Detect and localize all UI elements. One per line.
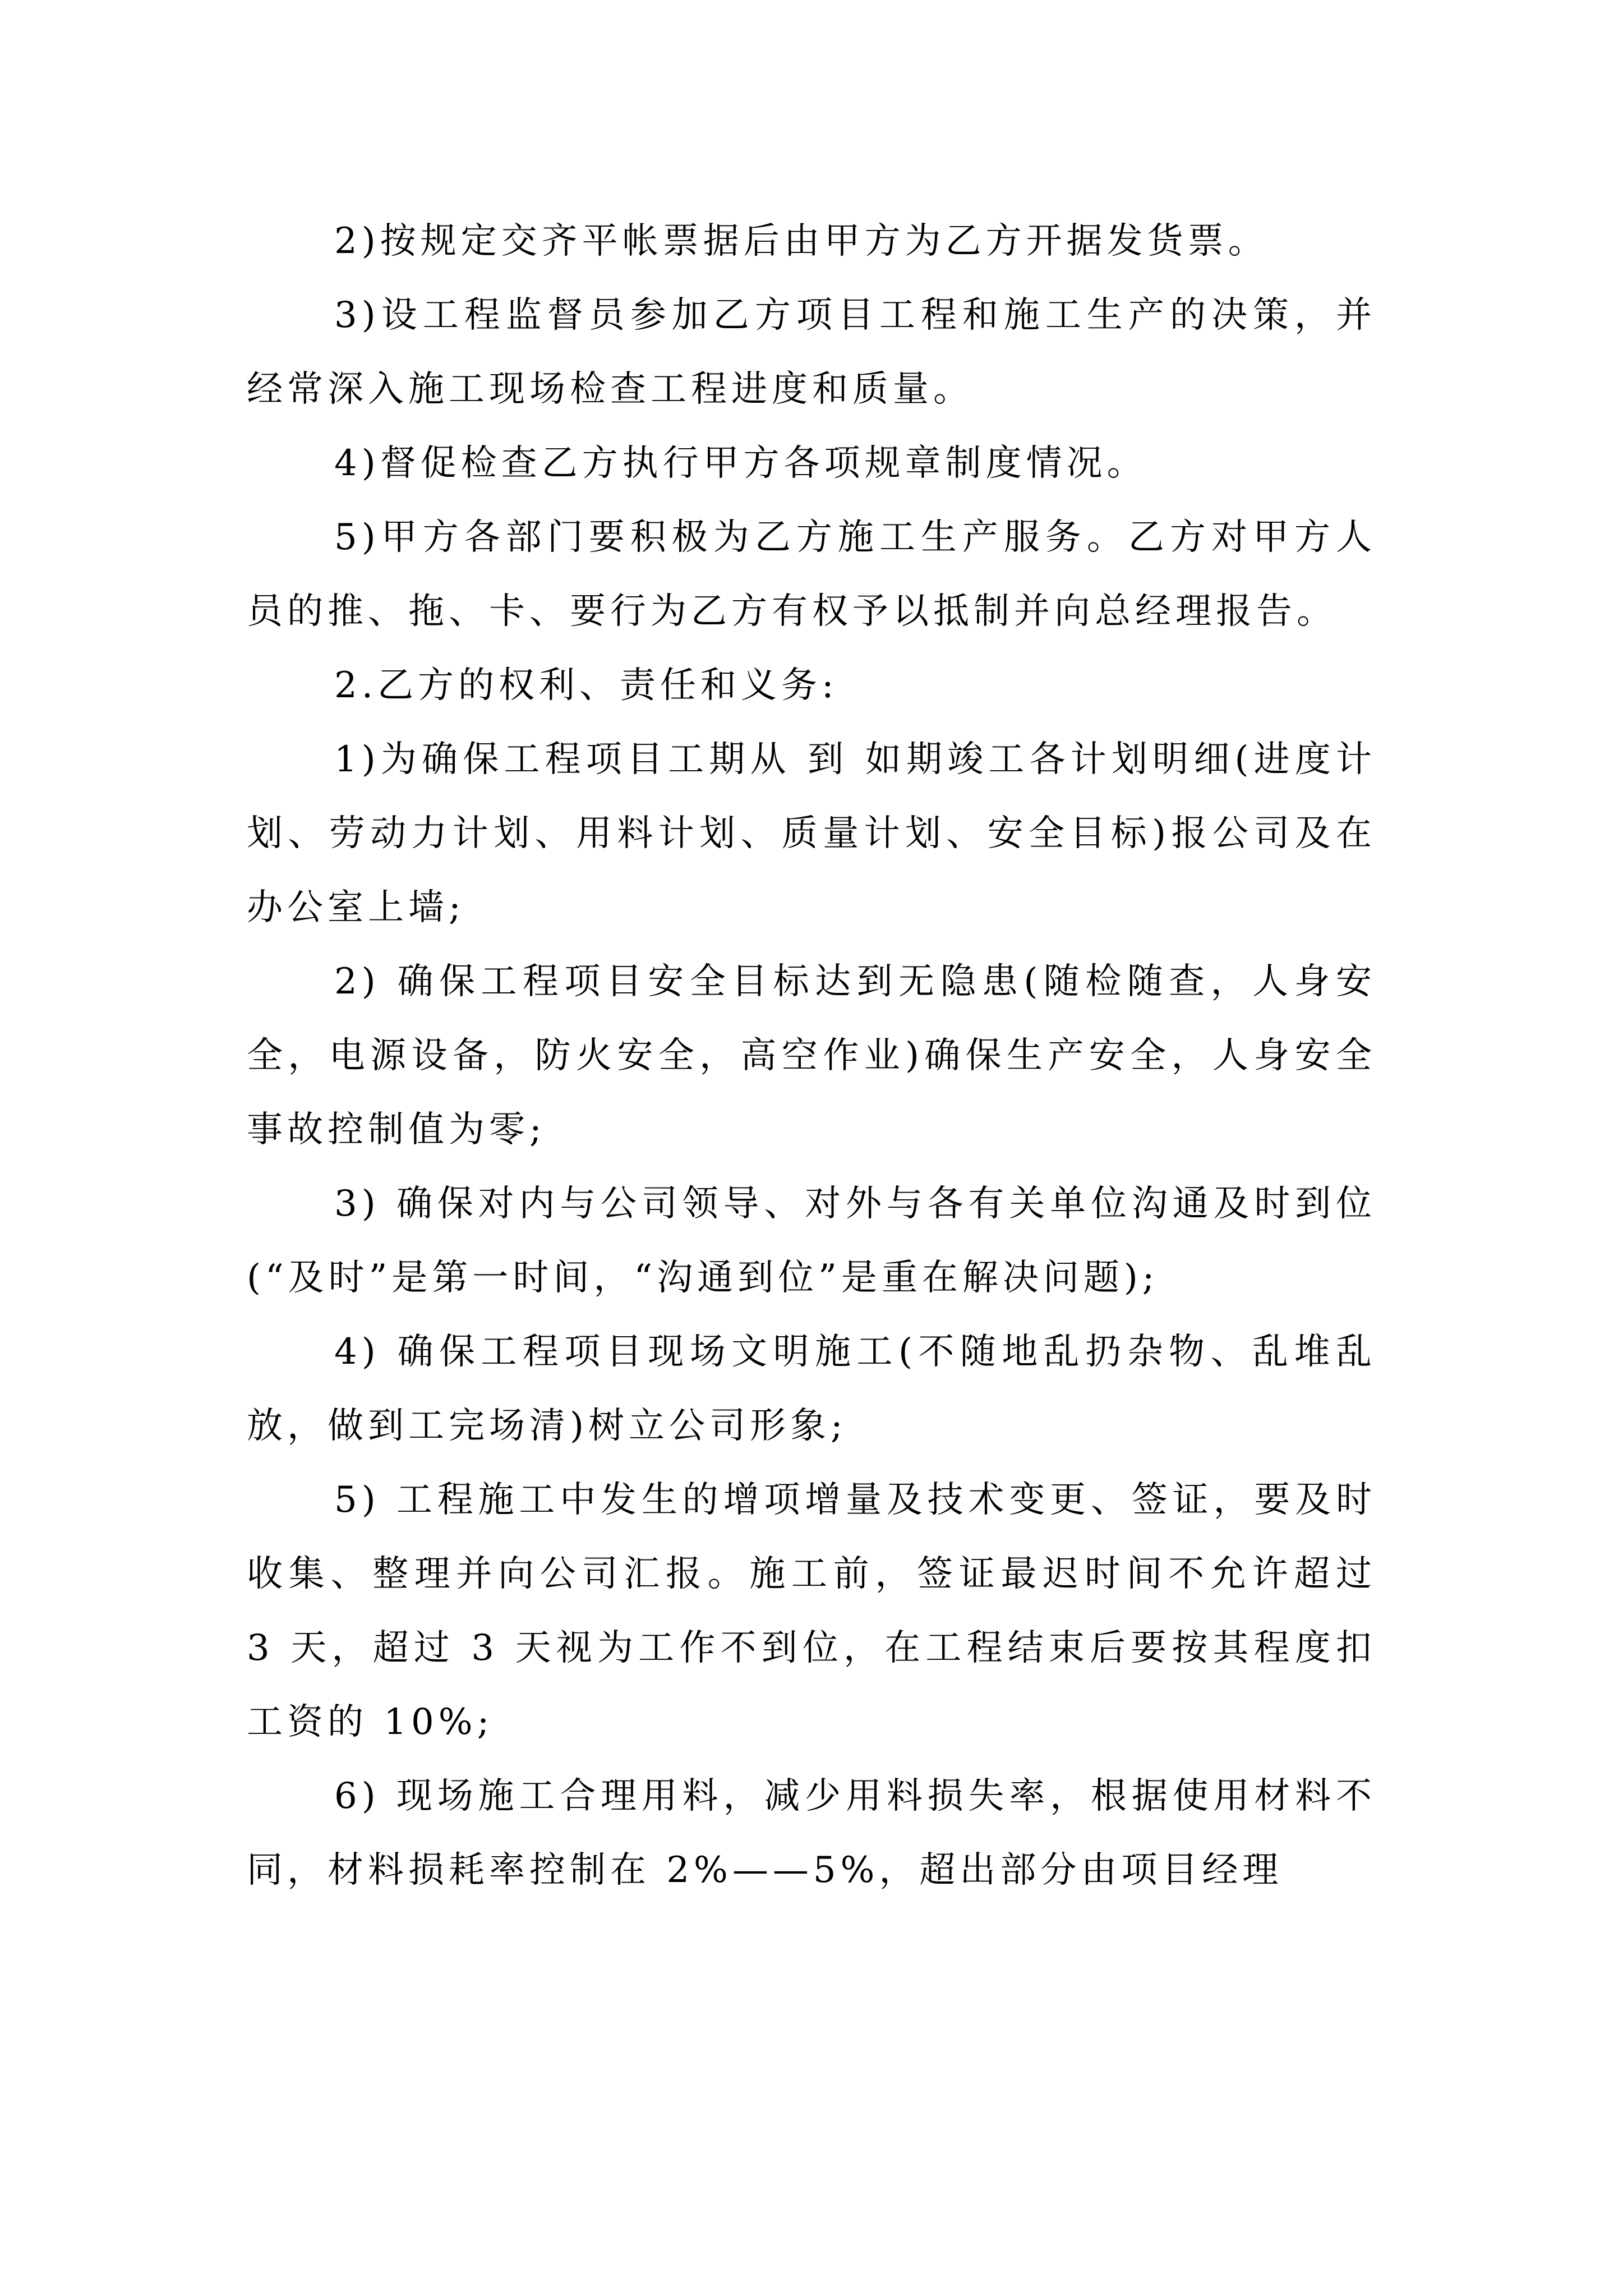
paragraph-regulations: 4)督促检查乙方执行甲方各项规章制度情况。 <box>334 443 1147 484</box>
paragraph-material-usage: 6) 现场施工合理用料，减少用料损失率，根据使用材料不同，材料损耗率控制在 2%——5%，超出部分由项目经理 <box>247 1775 1376 1891</box>
document-body <box>247 204 1376 1907</box>
paragraph-invoice: 2)按规定交齐平帐票据后由甲方为乙方开据发货票。 <box>334 220 1269 262</box>
paragraph-supervisor: 3)设工程监督员参加乙方项目工程和施工生产的决策，并经常深入施工现场检查工程进度和质量。 <box>247 295 1376 410</box>
paragraph-civilized-construction: 4) 确保工程项目现场文明施工(不随地乱扔杂物、乱堆乱放，做到工完场清)树立公司形象; <box>247 1331 1376 1447</box>
paragraph-department-service: 5)甲方各部门要积极为乙方施工生产服务。乙方对甲方人员的推、拖、卡、要行为乙方有权予以抵制并向总经理报告。 <box>247 517 1376 632</box>
paragraph-safety: 2) 确保工程项目安全目标达到无隐患(随检随查，人身安全，电源设备，防火安全，高空作业)确保生产安全，人身安全事故控制值为零; <box>247 961 1376 1151</box>
paragraph-change-orders: 5) 工程施工中发生的增项增量及技术变更、签证，要及时收集、整理并向公司汇报。施工前，签证最迟时间不允许超过 3 天，超过 3 天视为工作不到位，在工程结束后要按其程度扣工资的 10%; <box>247 1479 1376 1743</box>
paragraph-schedule: 1)为确保工程项目工期从 到 如期竣工各计划明细(进度计划、劳动力计划、用料计划、质量计划、安全目标)报公司及在办公室上墙; <box>247 739 1376 928</box>
section-heading-party-b: 2.乙方的权利、责任和义务: <box>334 665 838 706</box>
paragraph-communication: 3) 确保对内与公司领导、对外与各有关单位沟通及时到位(“及时”是第一时间，“沟通到位”是重在解决问题); <box>247 1183 1376 1299</box>
